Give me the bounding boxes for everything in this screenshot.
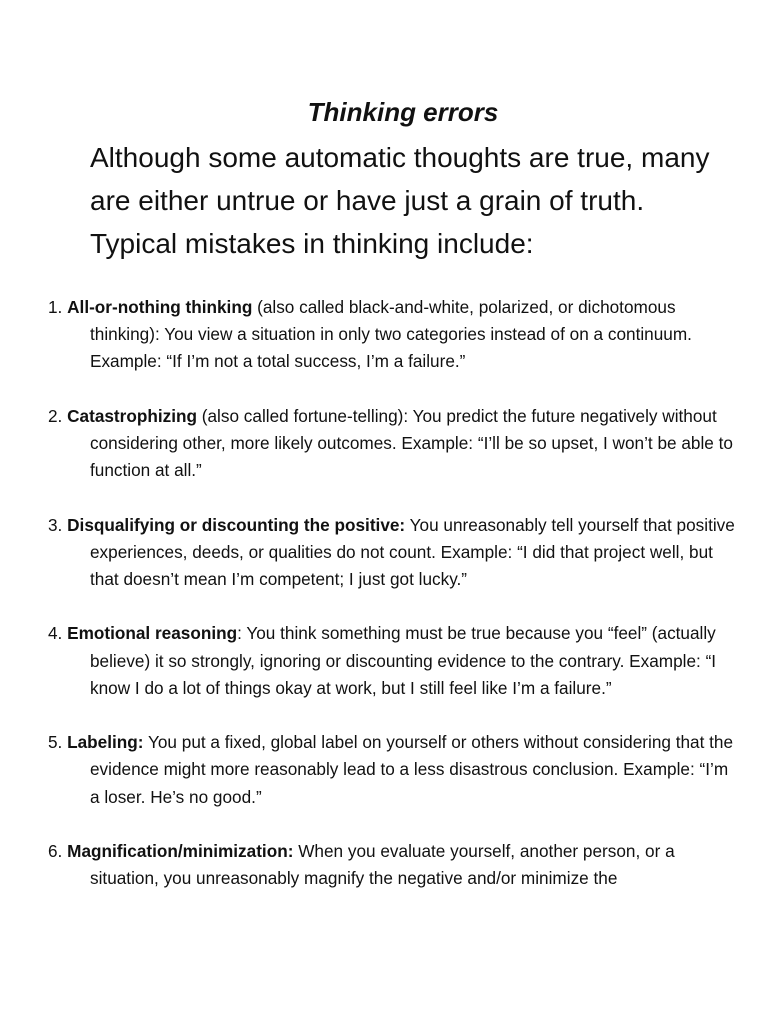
item-description: You put a fixed, global label on yourself or others without considering that the evidence might more reasonably lead to a less disastrous conclusion. Example: “I’m a loser. He’s no good.” — [90, 732, 734, 807]
item-term: Labeling: — [67, 732, 144, 753]
item-number: 6. — [48, 840, 63, 861]
list-item — [48, 294, 738, 376]
list-item — [48, 512, 738, 594]
item-description: (also called fortune-telling): You predict the future negatively without considering other, more likely outcomes. Example: “I’ll be so upset, I won’t be able to function at all.” — [90, 405, 733, 481]
item-term: Disqualifying or discounting the positive: — [67, 514, 406, 535]
item-number: 3. — [48, 514, 63, 535]
item-description: When you evaluate yourself, another person, or a situation, you unreasonably magnify the negative and/or minimize the — [90, 840, 675, 889]
item-term: Catastrophizing — [67, 405, 197, 426]
item-term: All-or-nothing thinking — [67, 297, 253, 317]
item-description: (also called black-and-white, polarized, or dichotomous thinking): You view a situation in only two categories instead of on a continuum. Example: “If I’m not a total success, I’m a failure.” — [90, 297, 692, 372]
item-number: 4. — [48, 623, 63, 644]
item-term: Magnification/minimization: — [67, 840, 294, 861]
thinking-errors-list — [48, 294, 738, 920]
item-description: : You think something must be true because you “feel” (actually believe) it so strongly, ignoring or discounting evidence to the contrary. Example: “I know I do a lot of things okay at work, but I still feel like I’m a failure.” — [90, 623, 717, 698]
item-number: 5. — [48, 732, 63, 753]
list-item — [48, 729, 738, 811]
intro-paragraph: Although some automatic thoughts are true, many are either untrue or have just a grain of truth. Typical mistakes in thinking include: — [90, 142, 710, 259]
page-title: Thinking errors — [307, 97, 499, 127]
item-number: 2. — [48, 405, 63, 426]
item-description: You unreasonably tell yourself that positive experiences, deeds, or qualities do not count. Example: “I did that project well, but that doesn’t mean I’m competent; I just got lucky.” — [90, 514, 735, 589]
item-term: Emotional reasoning — [67, 623, 238, 644]
list-item — [48, 403, 738, 485]
list-item — [48, 838, 738, 892]
item-number: 1. — [48, 297, 63, 317]
list-item — [48, 620, 738, 702]
